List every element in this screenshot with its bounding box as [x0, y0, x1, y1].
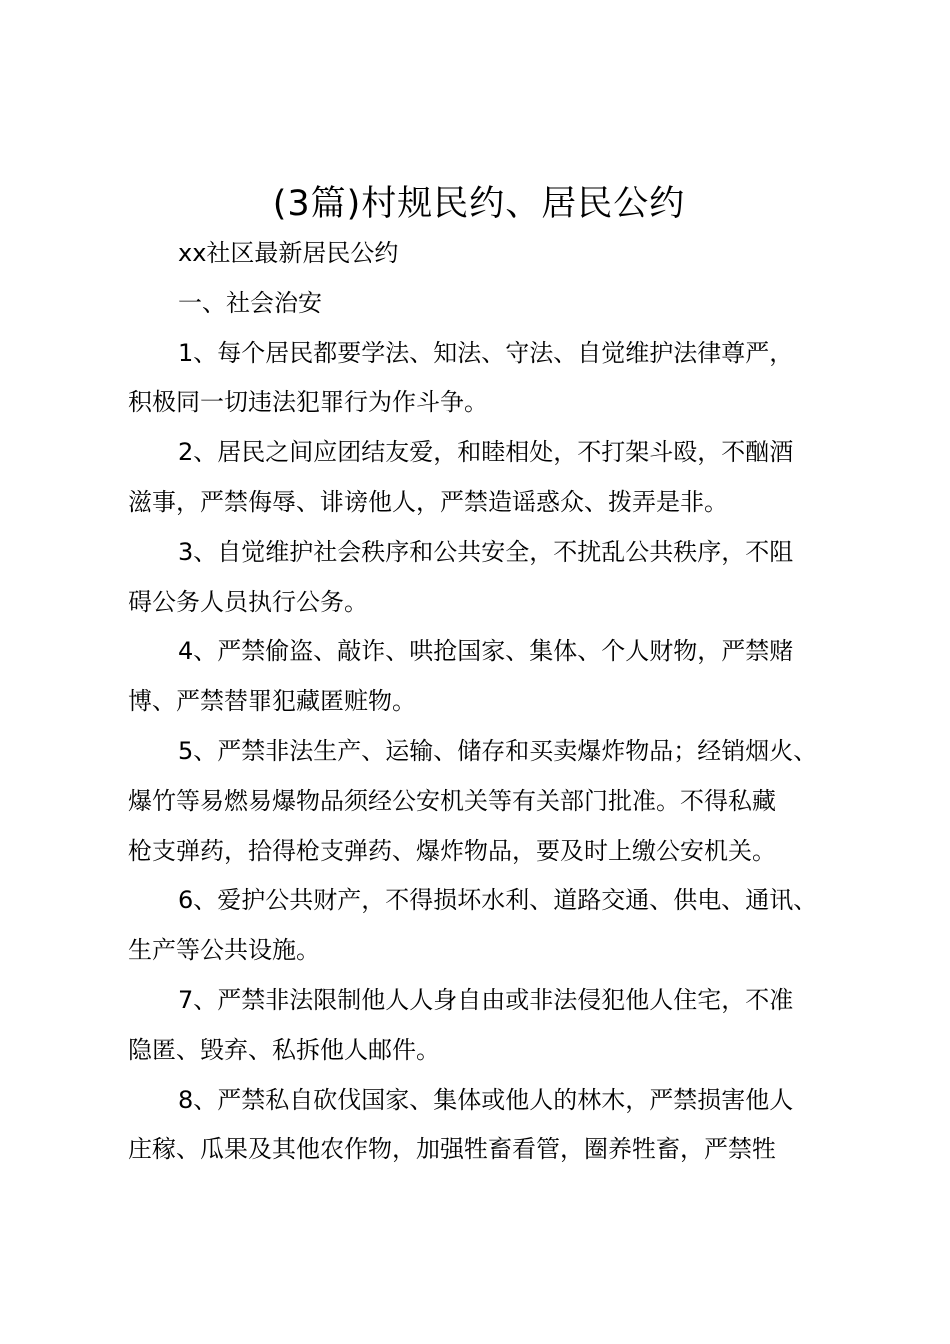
subtitle-line: xx社区最新居民公约: [178, 239, 399, 267]
paragraph-5: [128, 727, 842, 876]
paragraph-line: 庄稼、瓜果及其他农作物，加强牲畜看管，圈养牲畜，严禁牲: [128, 1135, 776, 1164]
paragraph-1: [128, 329, 842, 429]
paragraph-line: 6、爱护公共财产，不得损坏水利、道路交通、供电、通讯、: [178, 886, 818, 915]
paragraph-line: 8、严禁私自砍伐国家、集体或他人的林木，严禁损害他人: [178, 1085, 794, 1114]
section-heading-line: 一、社会治安: [178, 288, 322, 317]
paragraph-line: 碍公务人员执行公务。: [128, 587, 368, 616]
subtitle: [128, 229, 842, 279]
paragraph-line: 5、严禁非法生产、运输、储存和买卖爆炸物品；经销烟火、: [178, 736, 818, 765]
paragraph-line: 生产等公共设施。: [128, 936, 320, 965]
paragraph-line: 积极同一切违法犯罪行为作斗争。: [128, 388, 488, 417]
paragraph-line: 2、居民之间应团结友爱，和睦相处，不打架斗殴，不酗酒: [178, 438, 794, 467]
paragraph-7: [128, 976, 842, 1076]
paragraph-line: 1、每个居民都要学法、知法、守法、自觉维护法律尊严，: [178, 338, 794, 367]
paragraph-line: 滋事，严禁侮辱、诽谤他人，严禁造谣惑众、拨弄是非。: [128, 487, 728, 516]
paragraph-4: [128, 627, 842, 727]
paragraph-line: 3、自觉维护社会秩序和公共安全，不扰乱公共秩序，不阻: [178, 537, 794, 566]
paragraph-3: [128, 528, 842, 628]
paragraph-6: [128, 876, 842, 976]
section-heading: [128, 279, 842, 329]
paragraph-line: 博、严禁替罪犯藏匿赃物。: [128, 687, 416, 716]
paragraph-line: 7、严禁非法限制他人人身自由或非法侵犯他人住宅，不准: [178, 985, 794, 1014]
paragraph-8: [128, 1076, 842, 1176]
paragraph-line: 隐匿、毁弃、私拆他人邮件。: [128, 1035, 440, 1064]
document-title: (3篇)村规民约、居民公约: [272, 184, 686, 224]
paragraph-line: 爆竹等易燃易爆物品须经公安机关等有关部门批准。不得私藏: [128, 786, 776, 815]
paragraph-line: 枪支弹药，拾得枪支弹药、爆炸物品，要及时上缴公安机关。: [128, 836, 776, 865]
document-body: [128, 229, 842, 1175]
paragraph-line: 4、严禁偷盗、敲诈、哄抢国家、集体、个人财物，严禁赌: [178, 637, 794, 666]
paragraph-2: [128, 428, 842, 528]
